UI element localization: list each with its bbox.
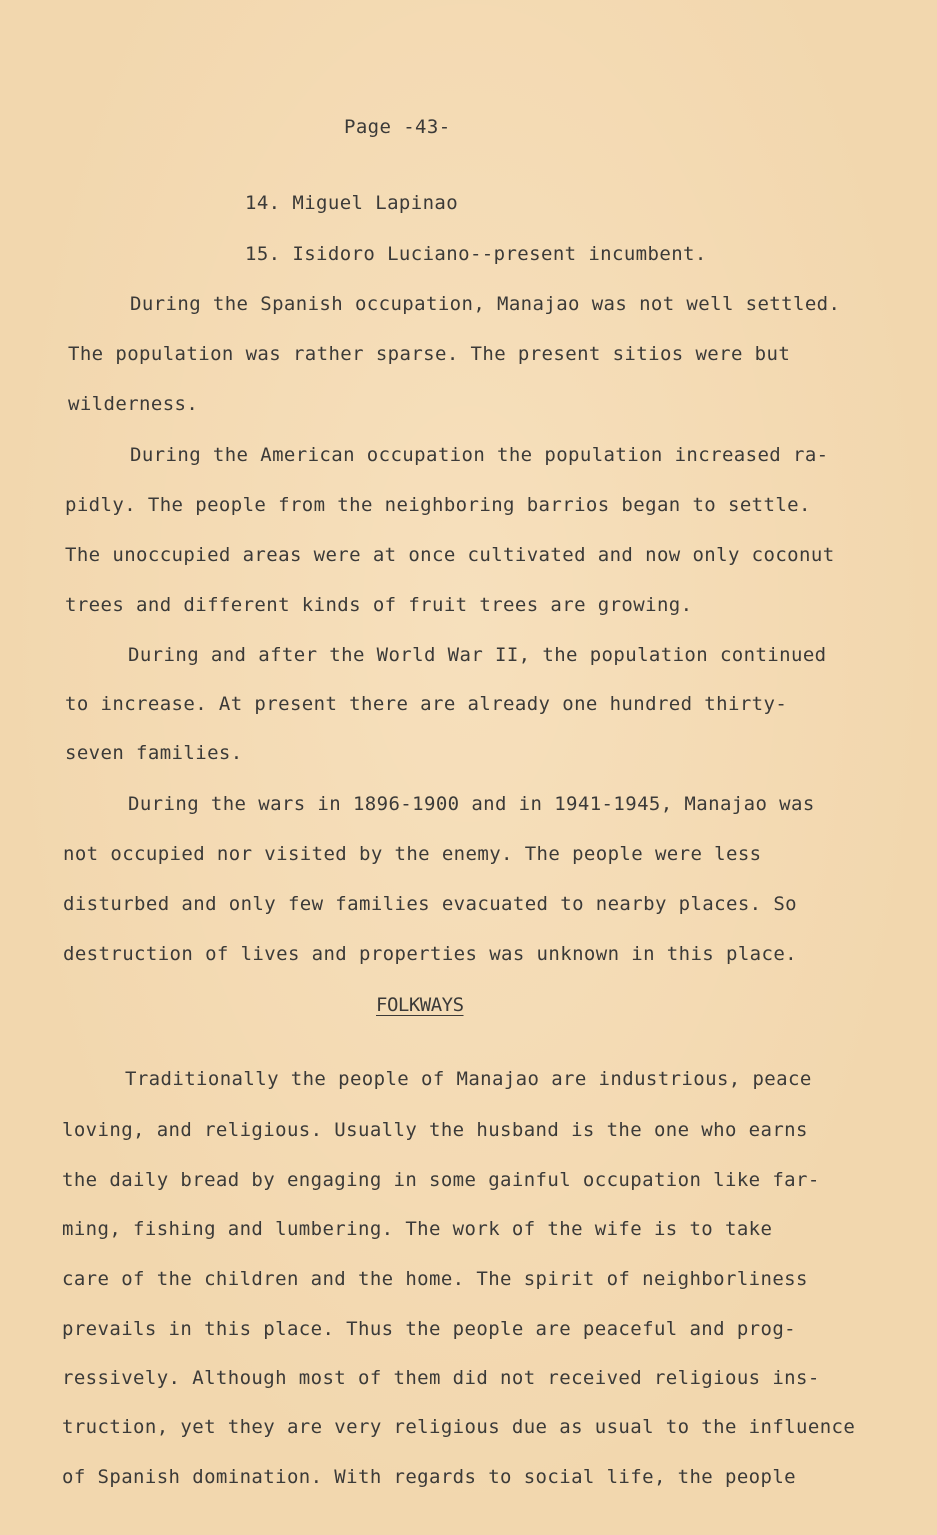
paragraph-line: of Spanish domination. With regards to social life, the people bbox=[62, 1466, 797, 1488]
paragraph-line: loving, and religious. Usually the husband is the one who earns bbox=[62, 1119, 808, 1141]
paragraph-line: trees and different kinds of fruit trees are growing. bbox=[65, 594, 693, 616]
list-item: 15. Isidoro Luciano--present incumbent. bbox=[245, 243, 707, 265]
paragraph-line: not occupied nor visited by the enemy. The people were less bbox=[63, 843, 762, 865]
list-item: 14. Miguel Lapinao bbox=[245, 192, 459, 214]
paragraph-line: prevails in this place. Thus the people are peaceful and prog- bbox=[62, 1318, 797, 1340]
paragraph-line: During the American occupation the population increased ra- bbox=[130, 444, 829, 466]
page-number: Page -43- bbox=[344, 116, 451, 138]
paragraph-line: The unoccupied areas were at once cultivated and now only coconut bbox=[65, 544, 835, 566]
paragraph-line: truction, yet they are very religious due as usual to the influence bbox=[62, 1416, 856, 1438]
paragraph-line: Traditionally the people of Manajao are industrious, peace bbox=[125, 1068, 812, 1090]
paragraph-line: disturbed and only few families evacuated to nearby places. So bbox=[63, 893, 798, 915]
section-heading: FOLKWAYS bbox=[376, 994, 464, 1016]
paragraph-line: to increase. At present there are already one hundred thirty- bbox=[65, 693, 788, 715]
paragraph-line: During the Spanish occupation, Manajao was not well settled. bbox=[130, 293, 841, 315]
paragraph-line: During the wars in 1896-1900 and in 1941-1945, Manajao was bbox=[128, 793, 815, 815]
paragraph-line: pidly. The people from the neighboring barrios began to settle. bbox=[65, 494, 811, 516]
paragraph-line: wilderness. bbox=[68, 393, 199, 415]
paragraph-line: seven families. bbox=[65, 742, 243, 764]
paragraph-line: care of the children and the home. The spirit of neighborliness bbox=[62, 1268, 808, 1290]
paragraph-line: During and after the World War II, the population continued bbox=[128, 644, 827, 666]
paragraph-line: destruction of lives and properties was unknown in this place. bbox=[63, 943, 798, 965]
paragraph-line: The population was rather sparse. The present sitios were but bbox=[68, 343, 791, 365]
paragraph-line: the daily bread by engaging in some gainful occupation like far- bbox=[62, 1169, 820, 1191]
paragraph-line: ming, fishing and lumbering. The work of the wife is to take bbox=[62, 1218, 773, 1240]
paragraph-line: ressively. Although most of them did not received religious ins- bbox=[62, 1367, 820, 1389]
